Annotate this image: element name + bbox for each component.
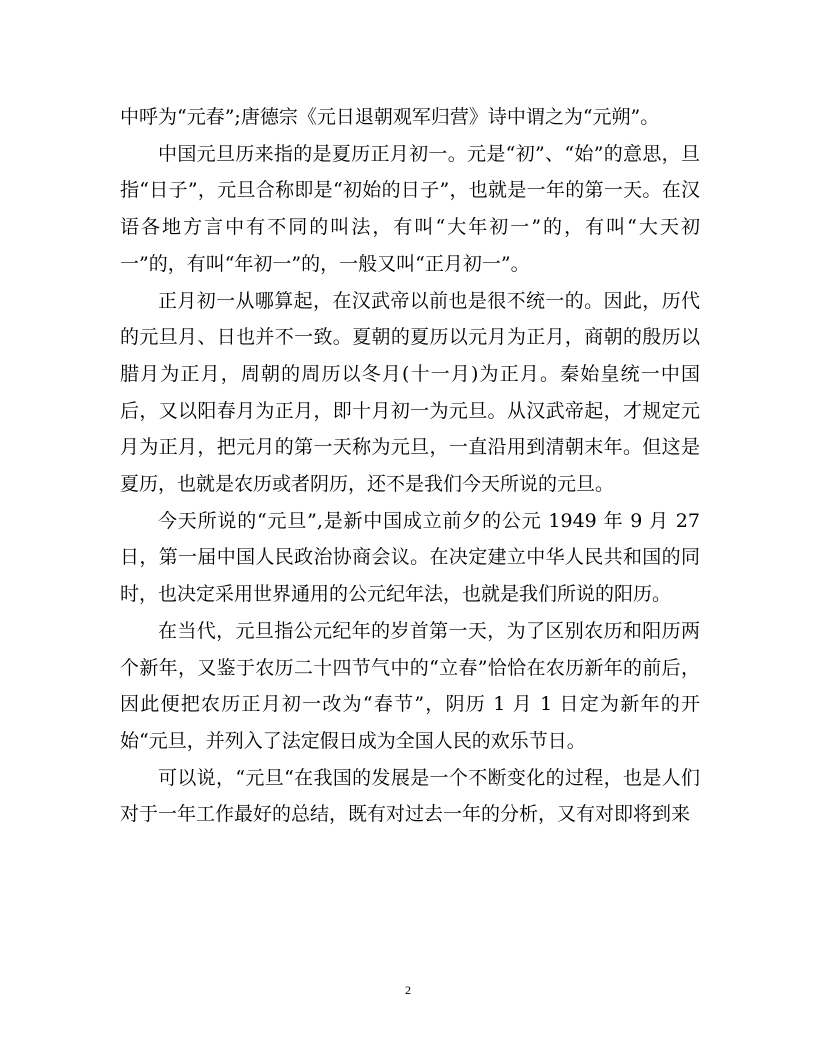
- paragraph: 中国元旦历来指的是夏历正月初一。元是“初”、“始”的意思，旦指“日子”，元旦合称即是“初始的日子”，也就是一年的第一天。在汉语各地方言中有不同的叫法，有叫“大年初一”的，有叫“大天初一”的，有叫“年初一”的，一般又叫“正月初一”。: [120, 142, 700, 275]
- page-number: 2: [405, 983, 411, 997]
- paragraph-continuation: 中呼为“元春”;唐德宗《元日退朝观军归营》诗中谓之为“元朔”。: [120, 106, 660, 128]
- paragraph: 可以说，“元旦“在我国的发展是一个不断变化的过程，也是人们对于一年工作最好的总结，既有对过去一年的分析，又有对即将到来: [120, 766, 700, 826]
- paragraph: 正月初一从哪算起，在汉武帝以前也是很不统一的。因此，历代的元旦月、日也并不一致。夏朝的夏历以元月为正月，商朝的殷历以腊月为正月，周朝的周历以冬月(十一月)为正月。秦始皇统一中国后，又以阳春月为正月，即十月初一为元旦。从汉武帝起，才规定元月为正月，把元月的第一天称为元旦，一直沿用到清朝末年。但这是夏历，也就是农历或者阴历，还不是我们今天所说的元旦。: [120, 289, 700, 496]
- body-text: [120, 99, 700, 833]
- paragraph: 在当代，元旦指公元纪年的岁首第一天，为了区别农历和阳历两个新年，又鉴于农历二十四节气中的“立春”恰恰在农历新年的前后，因此便把农历正月初一改为“春节”，阴历 1 月 1 日定为新年的开始“元旦，并列入了法定假日成为全国人民的欢乐节日。: [120, 619, 700, 752]
- paragraph: 今天所说的“元旦”,是新中国成立前夕的公元 1949 年 9 月 27 日，第一届中国人民政治协商会议。在决定建立中华人民共和国的同时，也决定采用世界通用的公元纪年法，也就是我们所说的阳历。: [120, 509, 700, 606]
